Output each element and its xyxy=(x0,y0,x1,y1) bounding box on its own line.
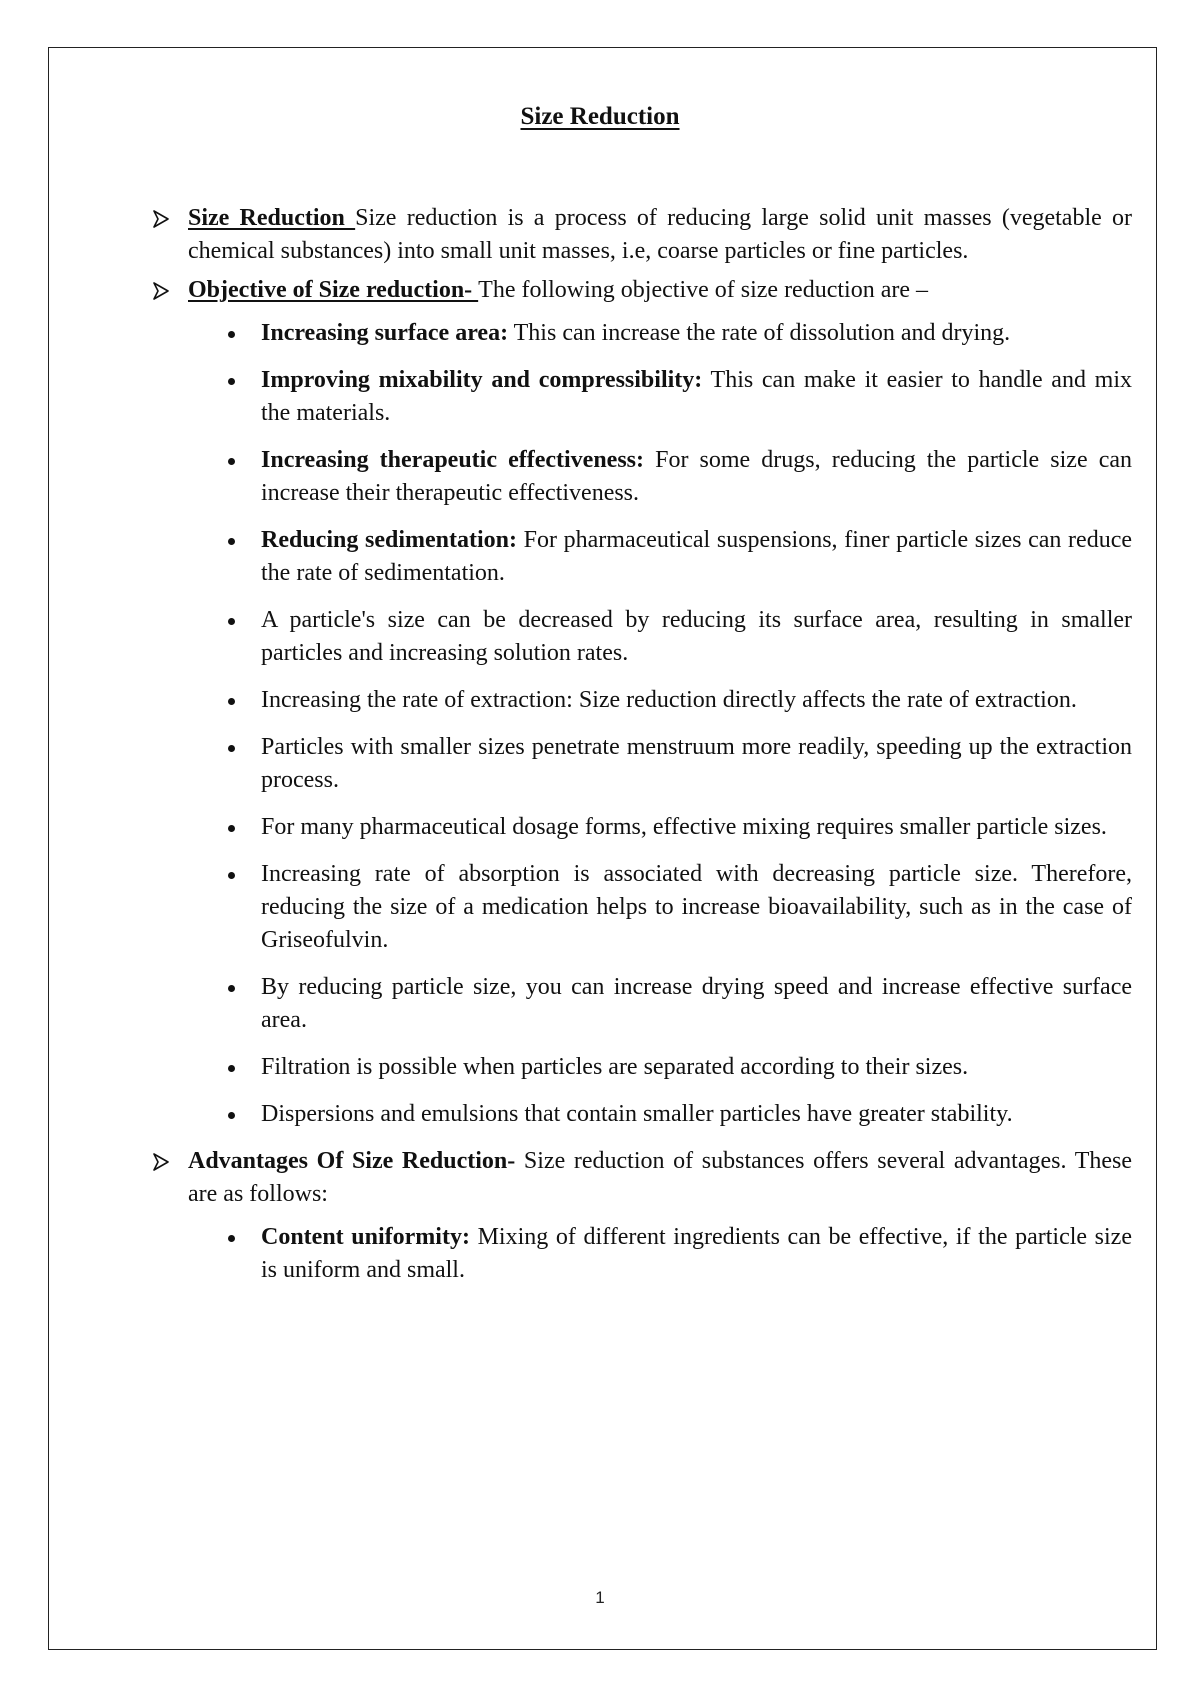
bullet-text: For many pharmaceutical dosage forms, effective mixing requires smaller particle sizes. xyxy=(261,814,1107,840)
bullet-text: For some drugs, reducing the particle size can increase their therapeutic effectiveness. xyxy=(261,447,1132,506)
page-number: 1 xyxy=(595,1588,605,1607)
list-item xyxy=(261,684,1132,717)
bullet-dot-icon xyxy=(228,1065,235,1072)
list-item xyxy=(261,971,1132,1037)
arrow-bullet-icon xyxy=(152,1153,170,1171)
bullet-dot-icon xyxy=(228,538,235,545)
list-item xyxy=(261,1221,1132,1287)
bullet-text: A particle's size can be decreased by reducing its surface area, resulting in smaller particles and increasing solution rates. xyxy=(261,607,1132,666)
bullet-term: Reducing sedimentation: xyxy=(261,527,517,553)
section-1 xyxy=(150,202,1132,268)
section-2 xyxy=(150,274,1132,307)
list-item xyxy=(261,604,1132,670)
bullet-text: Increasing the rate of extraction: Size reduction directly affects the rate of extraction. xyxy=(261,687,1077,713)
bullet-term: Increasing surface area: xyxy=(261,320,509,346)
list-item xyxy=(261,1098,1132,1131)
bullet-dot-icon xyxy=(228,618,235,625)
arrow-bullet-icon xyxy=(152,210,170,228)
bullet-text: For pharmaceutical suspensions, finer particle sizes can reduce the rate of sedimentation. xyxy=(261,527,1132,586)
list-item xyxy=(261,1051,1132,1084)
section-heading: Advantages Of Size Reduction- xyxy=(188,1148,516,1174)
list-item xyxy=(261,858,1132,957)
bullet-text: Dispersions and emulsions that contain smaller particles have greater stability. xyxy=(261,1101,1013,1127)
bullet-dot-icon xyxy=(228,1235,235,1242)
section-heading: Objective of Size reduction- xyxy=(188,277,479,303)
bullet-dot-icon xyxy=(228,985,235,992)
list-item xyxy=(261,524,1132,590)
document-body xyxy=(150,202,1132,1301)
list-item xyxy=(261,811,1132,844)
bullet-term: Content uniformity: xyxy=(261,1224,470,1250)
section-text: Size reduction of substances offers several advantages. These are as follows: xyxy=(188,1148,1132,1207)
section-text: Size reduction is a process of reducing large solid unit masses (vegetable or chemical substances) into small unit masses, i.e, coarse particles or fine particles. xyxy=(188,205,1132,264)
bullet-term: Increasing therapeutic effectiveness: xyxy=(261,447,644,473)
section-3 xyxy=(150,1145,1132,1211)
bullet-text: Filtration is possible when particles are separated according to their sizes. xyxy=(261,1054,969,1080)
arrow-bullet-icon xyxy=(152,282,170,300)
list-item xyxy=(261,731,1132,797)
list-item xyxy=(261,364,1132,430)
bullet-text: Mixing of different ingredients can be effective, if the particle size is uniform and small. xyxy=(261,1224,1132,1283)
list-item xyxy=(261,444,1132,510)
bullet-dot-icon xyxy=(228,1112,235,1119)
page-title: Size Reduction xyxy=(520,103,680,130)
bullet-text: This can make it easier to handle and mix the materials. xyxy=(261,367,1132,426)
bullet-text: Increasing rate of absorption is associated with decreasing particle size. Therefore, reducing the size of a medication helps to increase bioavailability, such as in the case of Griseofulvin. xyxy=(261,861,1132,953)
bullet-list xyxy=(150,317,1132,1131)
bullet-text: This can increase the rate of dissolution and drying. xyxy=(508,320,1011,346)
bullet-dot-icon xyxy=(228,825,235,832)
bullet-dot-icon xyxy=(228,378,235,385)
bullet-text: By reducing particle size, you can increase drying speed and increase effective surface area. xyxy=(261,974,1132,1033)
bullet-text: Particles with smaller sizes penetrate menstruum more readily, speeding up the extraction process. xyxy=(261,734,1132,793)
section-heading: Size Reduction xyxy=(188,205,356,231)
bullet-list xyxy=(150,1221,1132,1287)
bullet-dot-icon xyxy=(228,698,235,705)
section-text: The following objective of size reduction are – xyxy=(478,277,928,303)
bullet-dot-icon xyxy=(228,458,235,465)
list-item xyxy=(261,317,1132,350)
bullet-dot-icon xyxy=(228,745,235,752)
bullet-term: Improving mixability and compressibility: xyxy=(261,367,703,393)
bullet-dot-icon xyxy=(228,331,235,338)
bullet-dot-icon xyxy=(228,872,235,879)
